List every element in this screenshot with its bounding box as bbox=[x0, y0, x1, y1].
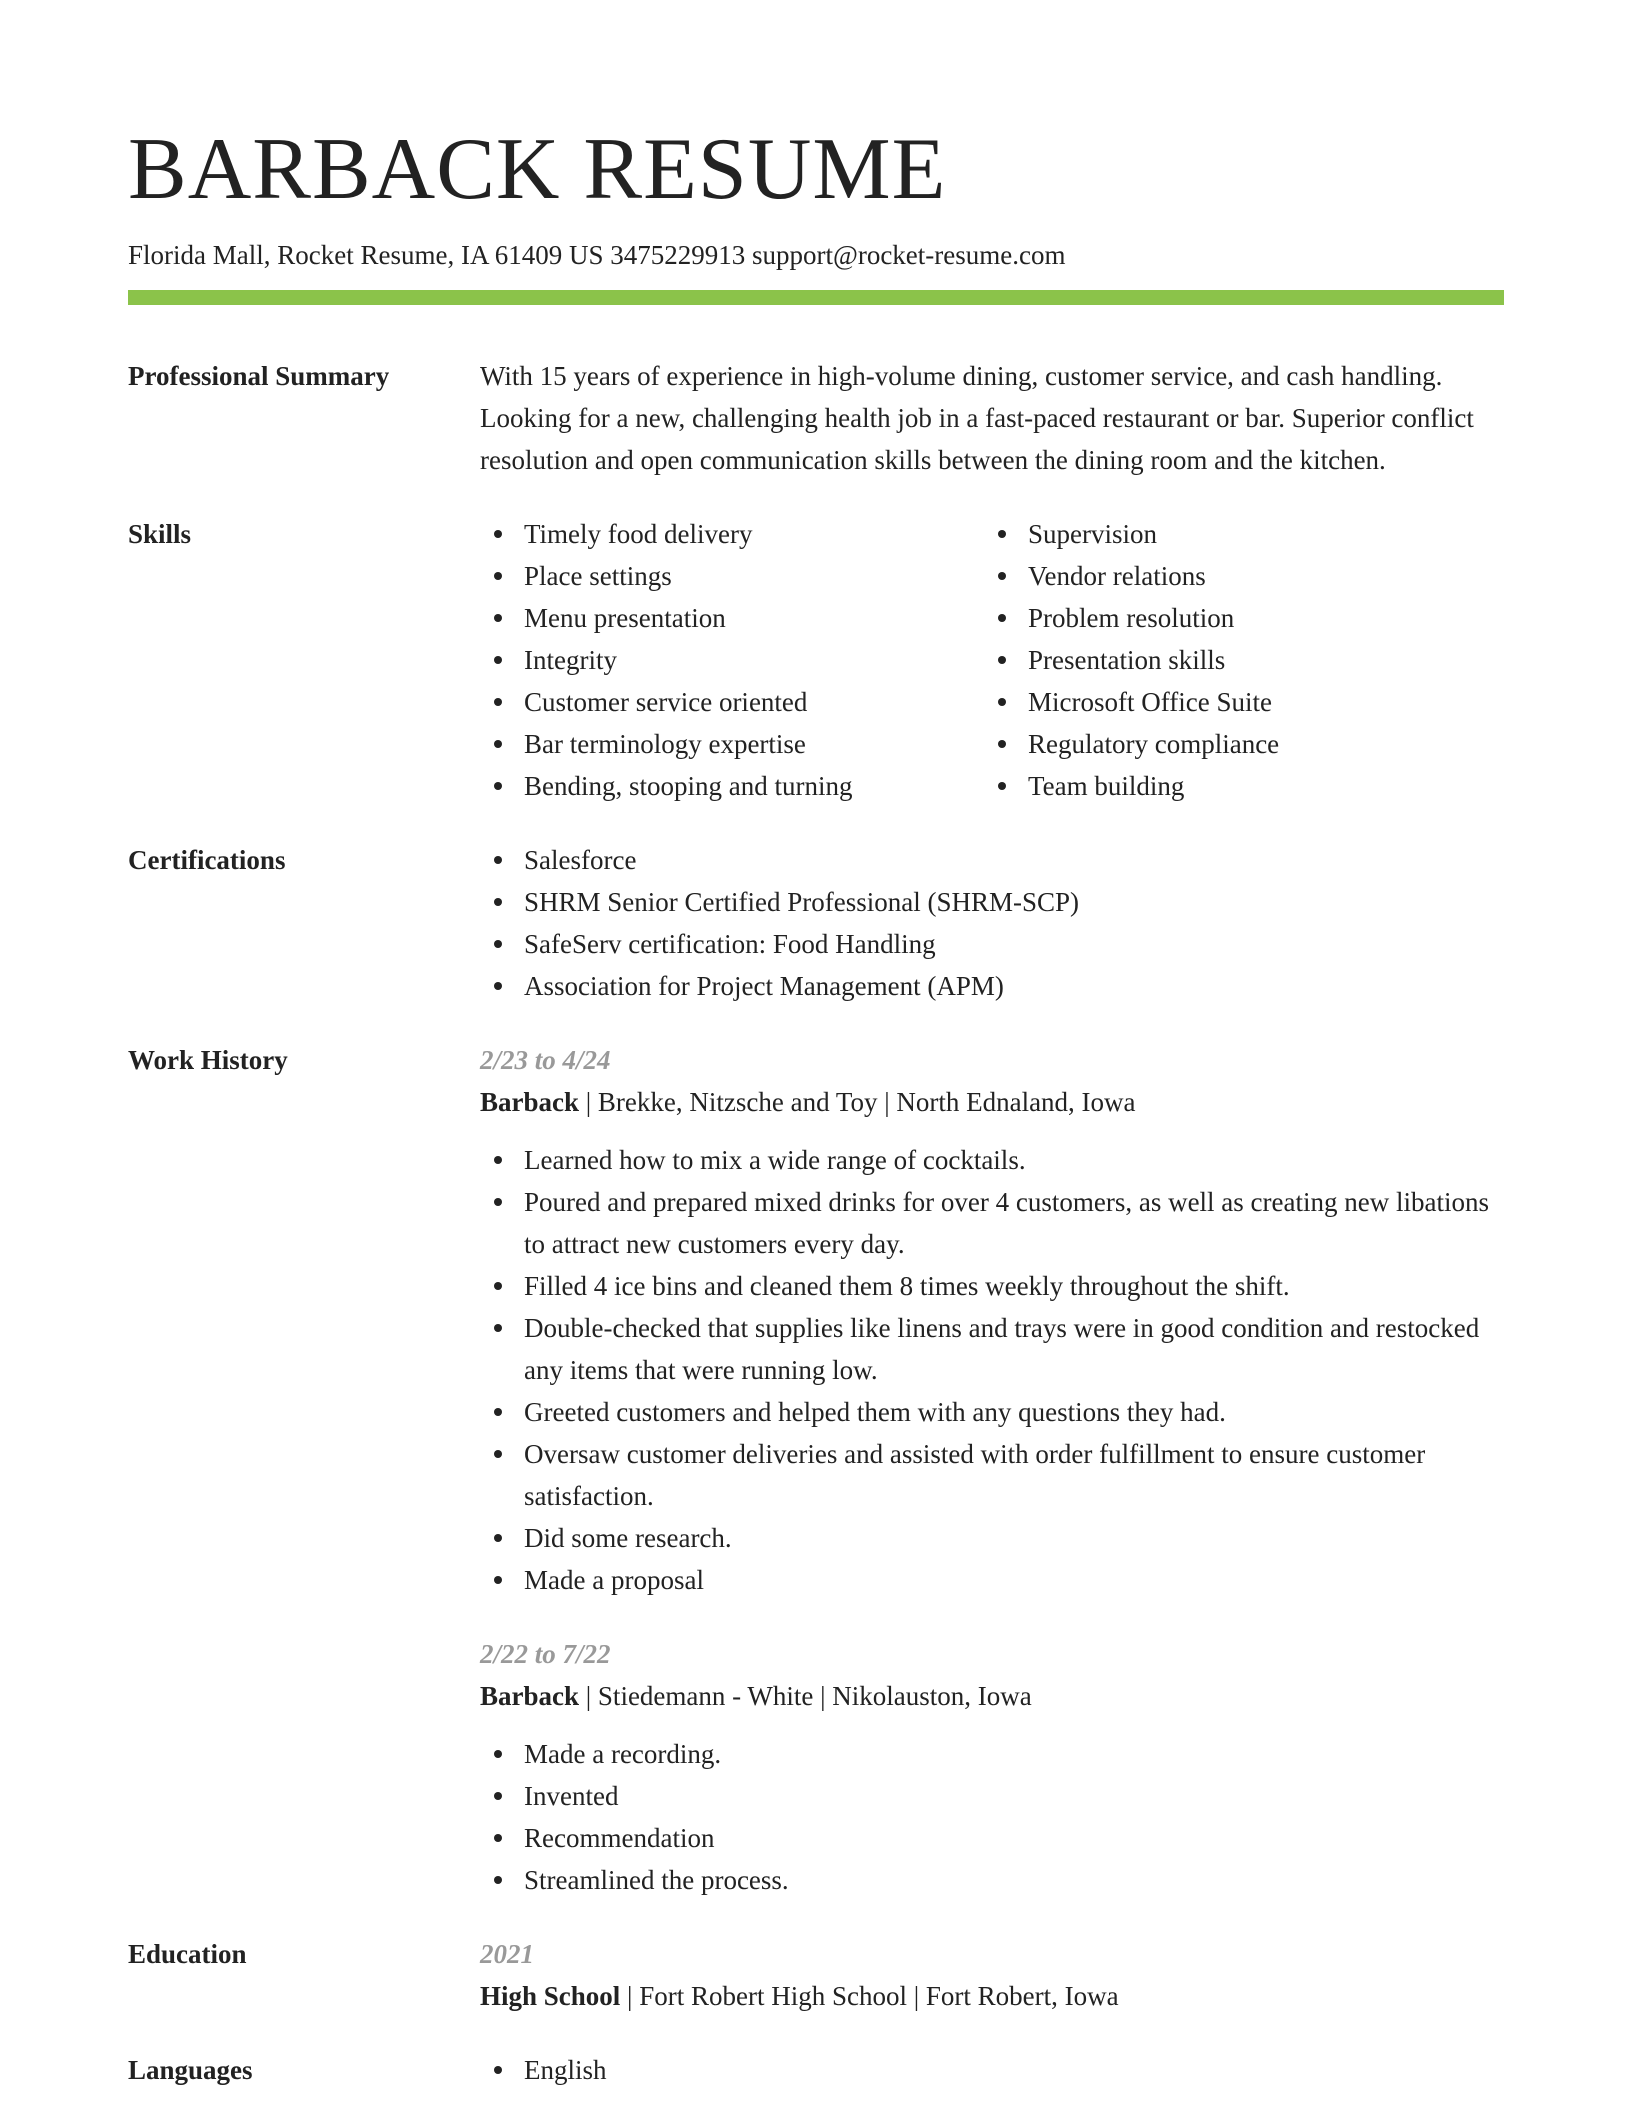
job-employer-location: | Brekke, Nitzsche and Toy | North Ednaland, Iowa bbox=[579, 1087, 1136, 1117]
list-item: Streamlined the process. bbox=[480, 1859, 1504, 1901]
education-line bbox=[480, 1975, 1504, 2017]
summary-heading: Professional Summary bbox=[128, 361, 390, 391]
job-dates: 2/23 to 4/24 bbox=[480, 1045, 611, 1075]
skills-list-right bbox=[984, 513, 1488, 807]
skills-heading: Skills bbox=[128, 519, 192, 549]
skills-columns bbox=[480, 513, 1504, 807]
list-item: Invented bbox=[480, 1775, 1504, 1817]
list-item: Bending, stooping and turning bbox=[480, 765, 984, 807]
list-item: Bar terminology expertise bbox=[480, 723, 984, 765]
certifications-list bbox=[480, 839, 1504, 1007]
certifications-body bbox=[480, 839, 1504, 1007]
summary-text: With 15 years of experience in high-volume dining, customer service, and cash handling. Looking for a new, challenging health job in a fast-paced restaurant or bar. Superior conflict resolution and open communication skills between the dining room and the kitchen. bbox=[480, 361, 1474, 475]
work-history-body bbox=[480, 1039, 1504, 1901]
education-year: 2021 bbox=[480, 1939, 534, 1969]
list-item: SafeServ certification: Food Handling bbox=[480, 923, 1504, 965]
list-item: Filled 4 ice bins and cleaned them 8 times weekly throughout the shift. bbox=[480, 1265, 1504, 1307]
list-item: Association for Project Management (APM) bbox=[480, 965, 1504, 1007]
list-item: SHRM Senior Certified Professional (SHRM-SCP) bbox=[480, 881, 1504, 923]
contact-line: Florida Mall, Rocket Resume, IA 61409 US 3475229913 support@rocket-resume.com bbox=[128, 240, 1066, 270]
job-employer-location: | Stiedemann - White | Nikolauston, Iowa bbox=[579, 1681, 1032, 1711]
list-item: Regulatory compliance bbox=[984, 723, 1488, 765]
list-item: Learned how to mix a wide range of cocktails. bbox=[480, 1139, 1504, 1181]
page-title: BARBACK RESUME bbox=[128, 121, 947, 218]
education-degree: High School bbox=[480, 1981, 621, 2011]
list-item: Oversaw customer deliveries and assisted with order fulfillment to ensure customer satisfaction. bbox=[480, 1433, 1504, 1517]
resume-page bbox=[128, 115, 1504, 2091]
job-entry bbox=[480, 1633, 1504, 1901]
list-item: Poured and prepared mixed drinks for over 4 customers, as well as creating new libations to attract new customers every day. bbox=[480, 1181, 1504, 1265]
work-history-heading: Work History bbox=[128, 1045, 288, 1075]
summary-section bbox=[128, 355, 1504, 481]
list-item: Did some research. bbox=[480, 1517, 1504, 1559]
list-item: English bbox=[480, 2049, 1504, 2091]
list-item: Made a proposal bbox=[480, 1559, 1504, 1601]
languages-body bbox=[480, 2049, 1504, 2091]
certifications-section bbox=[128, 839, 1504, 1007]
languages-section bbox=[128, 2049, 1504, 2091]
job-title-line bbox=[480, 1081, 1504, 1123]
list-item: Made a recording. bbox=[480, 1733, 1504, 1775]
skills-list-left bbox=[480, 513, 984, 807]
languages-heading: Languages bbox=[128, 2055, 253, 2085]
list-item: Integrity bbox=[480, 639, 984, 681]
list-item: Double-checked that supplies like linens and trays were in good condition and restocked any items that were running low. bbox=[480, 1307, 1504, 1391]
job-duties-list bbox=[480, 1139, 1504, 1601]
job-duties-list bbox=[480, 1733, 1504, 1901]
education-school-location: | Fort Robert High School | Fort Robert, Iowa bbox=[620, 1981, 1119, 2011]
list-item: Problem resolution bbox=[984, 597, 1488, 639]
list-item: Place settings bbox=[480, 555, 984, 597]
list-item: Recommendation bbox=[480, 1817, 1504, 1859]
list-item: Customer service oriented bbox=[480, 681, 984, 723]
job-dates: 2/22 to 7/22 bbox=[480, 1639, 611, 1669]
list-item: Salesforce bbox=[480, 839, 1504, 881]
list-item: Greeted customers and helped them with any questions they had. bbox=[480, 1391, 1504, 1433]
list-item: Presentation skills bbox=[984, 639, 1488, 681]
list-item: Menu presentation bbox=[480, 597, 984, 639]
list-item: Supervision bbox=[984, 513, 1488, 555]
skills-section bbox=[128, 513, 1504, 807]
work-history-section bbox=[128, 1039, 1504, 1901]
list-item: Timely food delivery bbox=[480, 513, 984, 555]
languages-list bbox=[480, 2049, 1504, 2091]
list-item: Team building bbox=[984, 765, 1488, 807]
certifications-heading: Certifications bbox=[128, 845, 286, 875]
header-divider bbox=[128, 290, 1504, 305]
education-heading: Education bbox=[128, 1939, 247, 1969]
job-title: Barback bbox=[480, 1087, 580, 1117]
job-title: Barback bbox=[480, 1681, 580, 1711]
job-title-line bbox=[480, 1675, 1504, 1717]
education-body bbox=[480, 1933, 1504, 2017]
list-item: Microsoft Office Suite bbox=[984, 681, 1488, 723]
education-section bbox=[128, 1933, 1504, 2017]
list-item: Vendor relations bbox=[984, 555, 1488, 597]
job-entry bbox=[480, 1039, 1504, 1601]
